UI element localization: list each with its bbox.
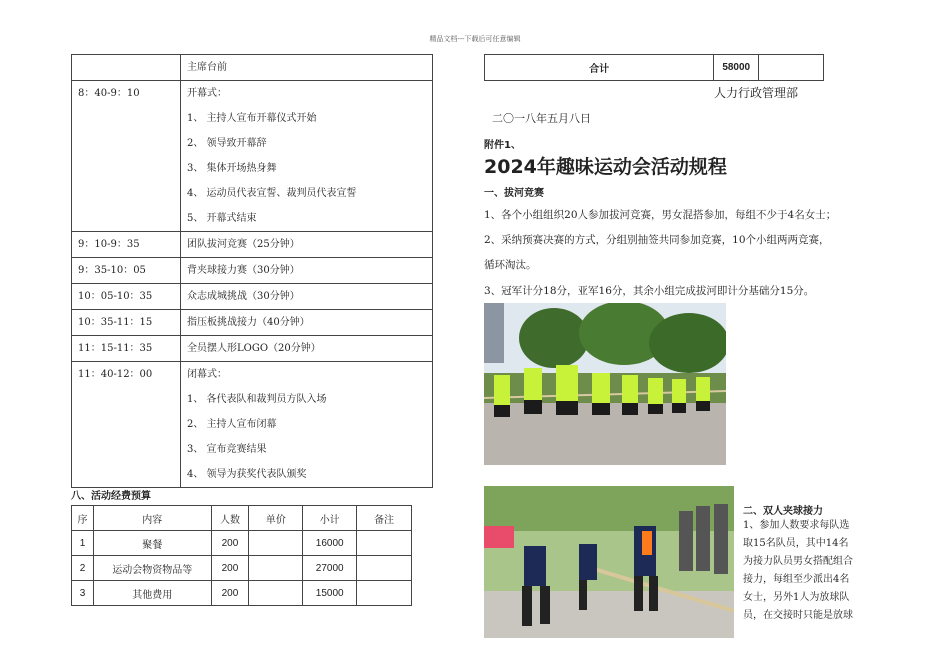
schedule-row (72, 362, 433, 488)
schedule-line: 2、 主持人宣布闭幕 (187, 419, 277, 430)
schedule-row (72, 284, 433, 310)
schedule-row (72, 55, 433, 81)
budget-cell: 运动会物资物品等 (93, 556, 211, 581)
budget-header-cell: 小计 (303, 506, 357, 531)
budget-header-cell: 人数 (211, 506, 249, 531)
schedule-time: 8：40-9：10 (72, 81, 181, 232)
schedule-table (71, 54, 433, 488)
budget-cell (357, 581, 412, 606)
budget-cell: 200 (211, 531, 249, 556)
total-value: 58000 (714, 55, 759, 81)
schedule-content (181, 362, 433, 488)
budget-cell (357, 531, 412, 556)
schedule-content (181, 55, 433, 81)
department: 人力行政管理部 (714, 86, 799, 100)
schedule-line: 众志成城挑战（30分钟） (187, 291, 300, 302)
budget-cell (357, 556, 412, 581)
schedule-line: 3、 宣布竞赛结果 (187, 444, 267, 455)
schedule-content (181, 81, 433, 232)
budget-cell (249, 531, 303, 556)
budget-heading: 八、活动经费预算 (71, 491, 151, 502)
section2-line: 员，在交接时只能是放球 (743, 610, 853, 621)
budget-header-cell: 备注 (357, 506, 412, 531)
budget-cell: 2 (72, 556, 94, 581)
annex-label: 附件1、 (484, 140, 521, 151)
ball-relay-photo (484, 486, 734, 638)
schedule-line: 指压板挑战接力（40分钟） (187, 317, 310, 328)
schedule-line: 5、 开幕式结束 (187, 213, 257, 224)
budget-cell: 聚餐 (93, 531, 211, 556)
schedule-row (72, 310, 433, 336)
total-table (484, 54, 824, 81)
section2-body (743, 517, 878, 625)
budget-cell (249, 556, 303, 581)
budget-row (72, 581, 412, 606)
schedule-content (181, 336, 433, 362)
budget-cell: 1 (72, 531, 94, 556)
document-title: 2024年趣味运动会活动规程 (484, 156, 727, 178)
schedule-line: 开幕式： (187, 88, 227, 99)
budget-cell: 27000 (303, 556, 357, 581)
schedule-line: 3、 集体开场热身舞 (187, 163, 277, 174)
budget-header-cell: 序 (72, 506, 94, 531)
budget-cell: 3 (72, 581, 94, 606)
schedule-line: 4、 运动员代表宣誓、裁判员代表宣誓 (187, 188, 357, 199)
budget-header-cell: 单价 (249, 506, 303, 531)
section2-line: 为接力队员男女搭配组合 (743, 556, 853, 567)
section1-paragraph: 循环淘汰。 (484, 259, 537, 271)
schedule-line: 闭幕式： (187, 369, 227, 380)
budget-header-row (72, 506, 412, 531)
section1-paragraph: 1、各个小组组织20人参加拔河竞赛，男女混搭参加，每组不少于4名女士； (484, 209, 837, 221)
schedule-time: 10：35-11：15 (72, 310, 181, 336)
schedule-time: 11：40-12：00 (72, 362, 181, 488)
schedule-time: 10：05-10：35 (72, 284, 181, 310)
budget-cell: 其他费用 (93, 581, 211, 606)
section1-paragraph: 3、冠军计分18分，亚军16分，其余小组完成拔河即计分基础分15分。 (484, 285, 815, 297)
section2-line: 接力，每组至少派出4名 (743, 574, 850, 585)
schedule-time: 11：15-11：35 (72, 336, 181, 362)
schedule-line: 1、 主持人宣布开幕仪式开始 (187, 113, 317, 124)
schedule-row (72, 232, 433, 258)
section2-heading: 二、双人夹球接力 (743, 506, 823, 517)
budget-cell: 200 (211, 556, 249, 581)
budget-cell (249, 581, 303, 606)
schedule-row (72, 336, 433, 362)
schedule-time: 9：10-9：35 (72, 232, 181, 258)
date: 二〇一八年五月八日 (492, 112, 591, 125)
total-label: 合计 (485, 55, 714, 81)
schedule-line: 1、 各代表队和裁判员方队入场 (187, 394, 327, 405)
budget-cell: 200 (211, 581, 249, 606)
schedule-line: 2、 领导致开幕辞 (187, 138, 267, 149)
tug-of-war-photo (484, 303, 726, 465)
schedule-row (72, 81, 433, 232)
schedule-line: 4、 领导为获奖代表队颁奖 (187, 469, 307, 480)
schedule-line: 主席台前 (187, 62, 227, 73)
section2-line: 1、参加人数要求每队选 (743, 520, 850, 531)
schedule-line: 团队拔河竞赛（25分钟） (187, 239, 300, 250)
section1-heading: 一、拔河竞赛 (484, 188, 544, 199)
schedule-time (72, 55, 181, 81)
section1-paragraph: 2、采纳预赛决赛的方式，分组别抽签共同参加竞赛，10个小组两两竞赛， (484, 234, 830, 246)
budget-row (72, 531, 412, 556)
section2-line: 女士，另外1人为放球队 (743, 592, 850, 603)
schedule-line: 背夹球接力赛（30分钟） (187, 265, 300, 276)
budget-header-cell: 内容 (93, 506, 211, 531)
total-empty (759, 55, 824, 81)
schedule-row (72, 258, 433, 284)
page-header: 精品文档---下载后可任意编辑 (429, 35, 521, 43)
section2-line: 取15名队员，其中14名 (743, 538, 849, 549)
schedule-time: 9：35-10：05 (72, 258, 181, 284)
schedule-content (181, 310, 433, 336)
schedule-content (181, 258, 433, 284)
budget-row (72, 556, 412, 581)
budget-cell: 16000 (303, 531, 357, 556)
schedule-content (181, 232, 433, 258)
schedule-line: 全员摆人形LOGO（20分钟） (187, 343, 321, 354)
budget-cell: 15000 (303, 581, 357, 606)
schedule-content (181, 284, 433, 310)
budget-table (71, 505, 412, 606)
